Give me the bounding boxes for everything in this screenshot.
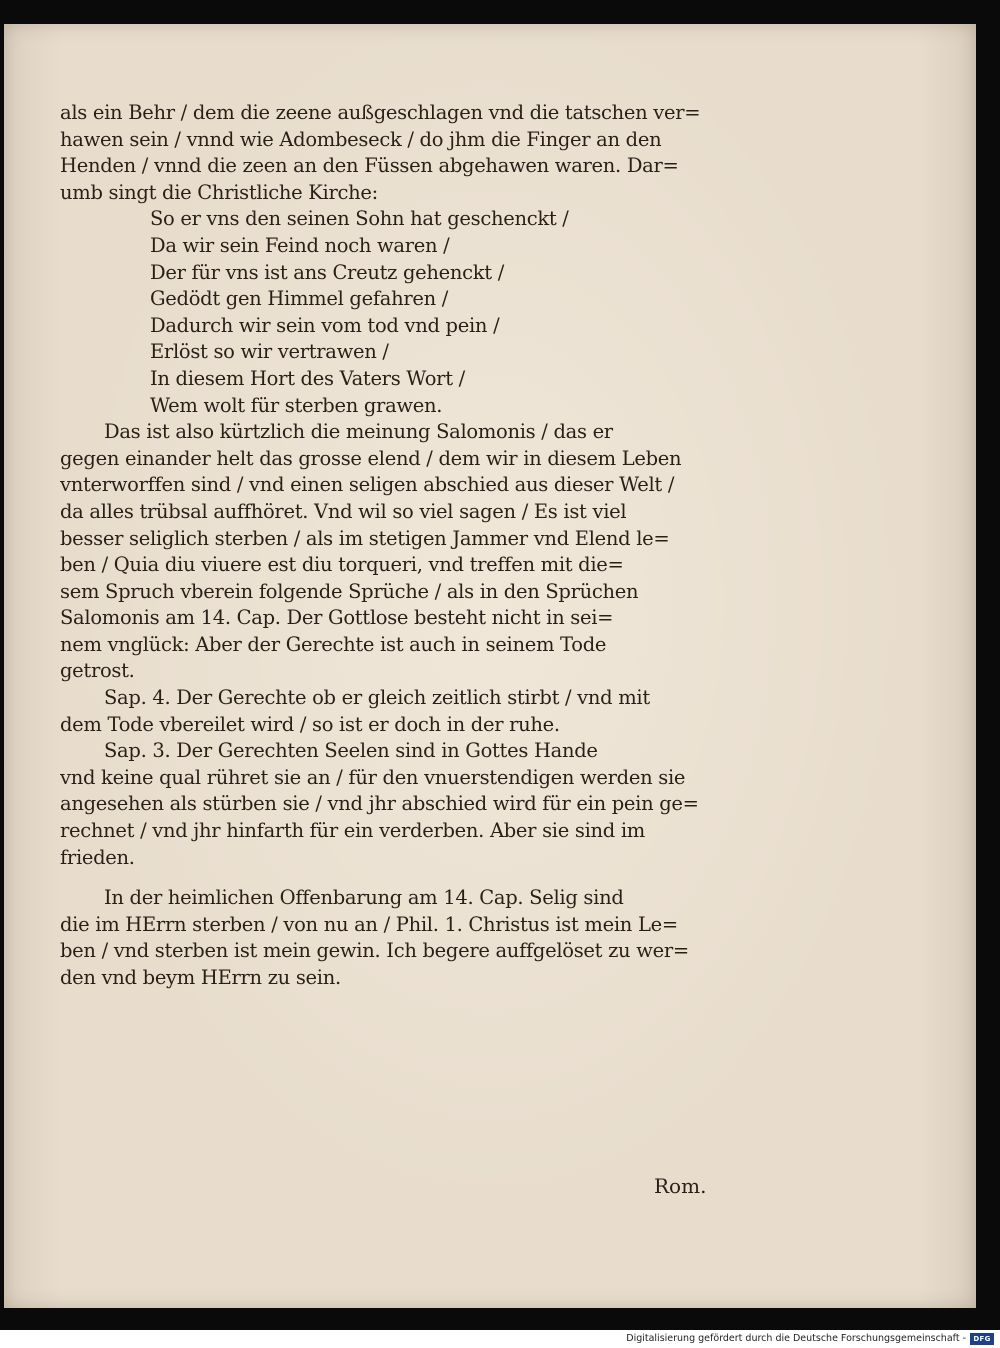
funding-credit: Digitalisierung gefördert durch die Deutsche Forschungsgemeinschaft - <box>626 1333 966 1344</box>
verse-line: Erlöst so wir vertrawen / <box>150 340 389 364</box>
paragraph-line: frieden. <box>60 845 135 869</box>
footer-bar <box>0 1330 1000 1348</box>
text-line: Henden / vnnd die zeen an den Füssen abgehawen waren. Dar= <box>60 154 679 178</box>
paragraph-line: ben / vnd sterben ist mein gewin. Ich begere auffgelöset zu wer= <box>60 939 689 963</box>
paragraph-line: Salomonis am 14. Cap. Der Gottlose besteht nicht in sei= <box>60 606 614 630</box>
paragraph-line: sem Spruch vberein folgende Sprüche / als in den Sprüchen <box>60 579 639 603</box>
paragraph-line: den vnd beym HErrn zu sein. <box>60 966 341 989</box>
paragraph-line: Sap. 4. Der Gerechte ob er gleich zeitlich stirbt / vnd mit <box>104 686 650 710</box>
page-text <box>60 100 740 992</box>
paragraph-line: ben / Quia diu viuere est diu torqueri, vnd treffen mit die= <box>60 553 624 577</box>
paragraph-line: rechnet / vnd jhr hinfarth für ein verderben. Aber sie sind im <box>60 819 645 843</box>
paragraph-line: die im HErrn sterben / von nu an / Phil. 1. Christus ist mein Le= <box>60 912 678 936</box>
verse-line: Gedödt gen Himmel gefahren / <box>150 287 449 311</box>
text-line: umb singt die Christliche Kirche: <box>60 180 378 204</box>
paragraph-line: Das ist also kürtzlich die meinung Salomonis / das er <box>104 420 613 444</box>
paragraph-line: In der heimlichen Offenbarung am 14. Cap. Selig sind <box>104 886 624 910</box>
paragraph-line: Sap. 3. Der Gerechten Seelen sind in Gottes Hande <box>104 739 598 763</box>
dfg-logo-icon: DFG <box>970 1333 994 1345</box>
paragraph-line: besser seliglich sterben / als im stetigen Jammer vnd Elend le= <box>60 526 670 550</box>
verse-line: Wem wolt für sterben grawen. <box>150 393 443 417</box>
paragraph-line: vnd keine qual rühret sie an / für den vnuerstendigen werden sie <box>60 765 686 789</box>
catchword: Rom. <box>654 1174 707 1198</box>
verse-line: So er vns den seinen Sohn hat geschenckt / <box>150 207 569 231</box>
paragraph-line: nem vnglück: Aber der Gerechte ist auch in seinem Tode <box>60 632 607 656</box>
book-page <box>4 24 976 1308</box>
paragraph-line: angesehen als stürben sie / vnd jhr abschied wird für ein pein ge= <box>60 792 699 816</box>
paragraph-line: dem Tode vbereilet wird / so ist er doch in der ruhe. <box>60 712 560 736</box>
text-line: hawen sein / vnnd wie Adombeseck / do jhm die Finger an den <box>60 127 662 151</box>
paragraph-line: getrost. <box>60 659 135 683</box>
paragraph-spacer <box>60 871 740 885</box>
verse-line: Der für vns ist ans Creutz gehenckt / <box>150 260 505 284</box>
verse-line: Dadurch wir sein vom tod vnd pein / <box>150 313 500 337</box>
verse-line: In diesem Hort des Vaters Wort / <box>150 366 465 390</box>
paragraph-line: vnterworffen sind / vnd einen seligen abschied aus dieser Welt / <box>60 473 675 497</box>
text-line: als ein Behr / dem die zeene außgeschlagen vnd die tatschen ver= <box>60 101 701 124</box>
verse-line: Da wir sein Feind noch waren / <box>150 233 450 257</box>
paragraph-line: da alles trübsal auffhöret. Vnd wil so viel sagen / Es ist viel <box>60 499 627 523</box>
paragraph-line: gegen einander helt das grosse elend / dem wir in diesem Leben <box>60 446 682 470</box>
